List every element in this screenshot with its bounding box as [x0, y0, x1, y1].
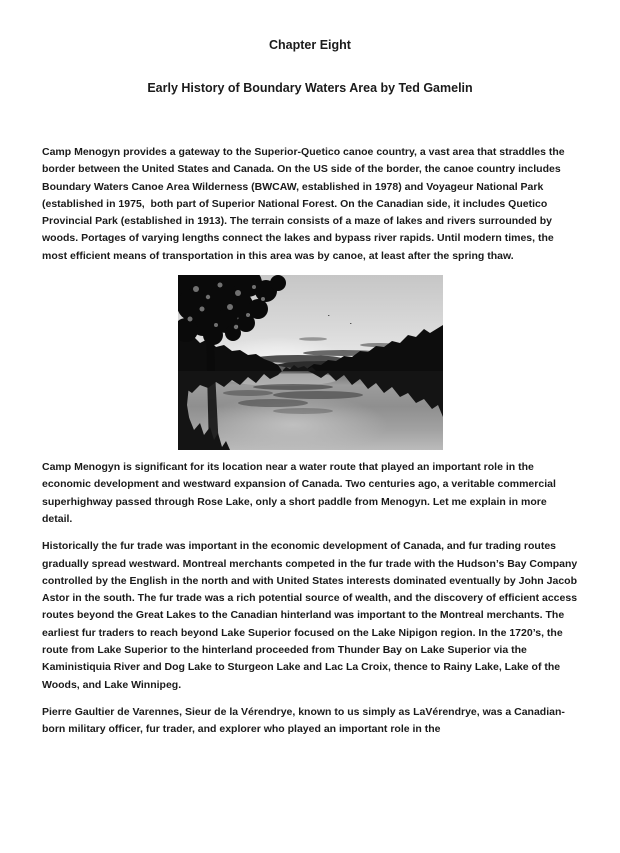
paragraph: Camp Menogyn is significant for its location near a water route that played an important role in the economic development and westward expansion of Canada. Two centuries ago, a veritable commercial superhighway passed through Rose Lake, only a short paddle from Menogyn. Let me explain in more detail. — [42, 461, 559, 525]
document-subtitle: Early History of Boundary Waters Area by Ted Gamelin — [147, 81, 473, 95]
paragraph: Pierre Gaultier de Varennes, Sieur de la Vérendrye, known to us simply as LaVérendrye, was a Canadian-born military officer, fur trader, and explorer who played an important role in the — [42, 705, 565, 736]
paragraph: Historically the fur trade was important in the economic development of Canada, and fur trading routes gradually spread westward. Montreal merchants competed in the fur trade with the Hudson’s Bay Company controlled by the English in the north and with United States interests dominated eventually by John Jacob Astor in the south. The fur trade was a rich potential source of wealth, and the discovery of efficient access routes beyond the Great Lakes to the Canadian hinterland was important to the Montreal merchants. The earliest fur traders to reach beyond Lake Superior focused on the Lake Nipigon region. In the 1720’s, the route from Lake Superior to the hinterland proceeded from Thunder Bay on Lake Superior via the Kaministiquia River and Dog Lake to Sturgeon Lake and Lac La Croix, thence to Rainy Lake, Lake of the Woods, and Lake Winnipeg. — [42, 540, 581, 691]
lake-photo-image — [178, 275, 443, 450]
lake-photo — [178, 275, 443, 450]
chapter-title: Chapter Eight — [269, 38, 351, 52]
paragraph: Camp Menogyn provides a gateway to the Superior-Quetico canoe country, a vast area that straddles the border between the United States and Canada. On the US side of the border, the canoe country includes Boundary Waters Canoe Area Wilderness (BWCAW, established in 1978) and Voyageur National Park (established in 1975, both part of Superior National Forest. On the Canadian side, it includes Quetico Provincial Park (established in 1913). The terrain consists of a maze of lakes and rivers surrounded by woods. Portages of varying lengths connect the lakes and bypass river rapids. Until modern times, the most efficient means of transportation in this area was by canoe, at least after the spring thaw. — [42, 146, 568, 262]
